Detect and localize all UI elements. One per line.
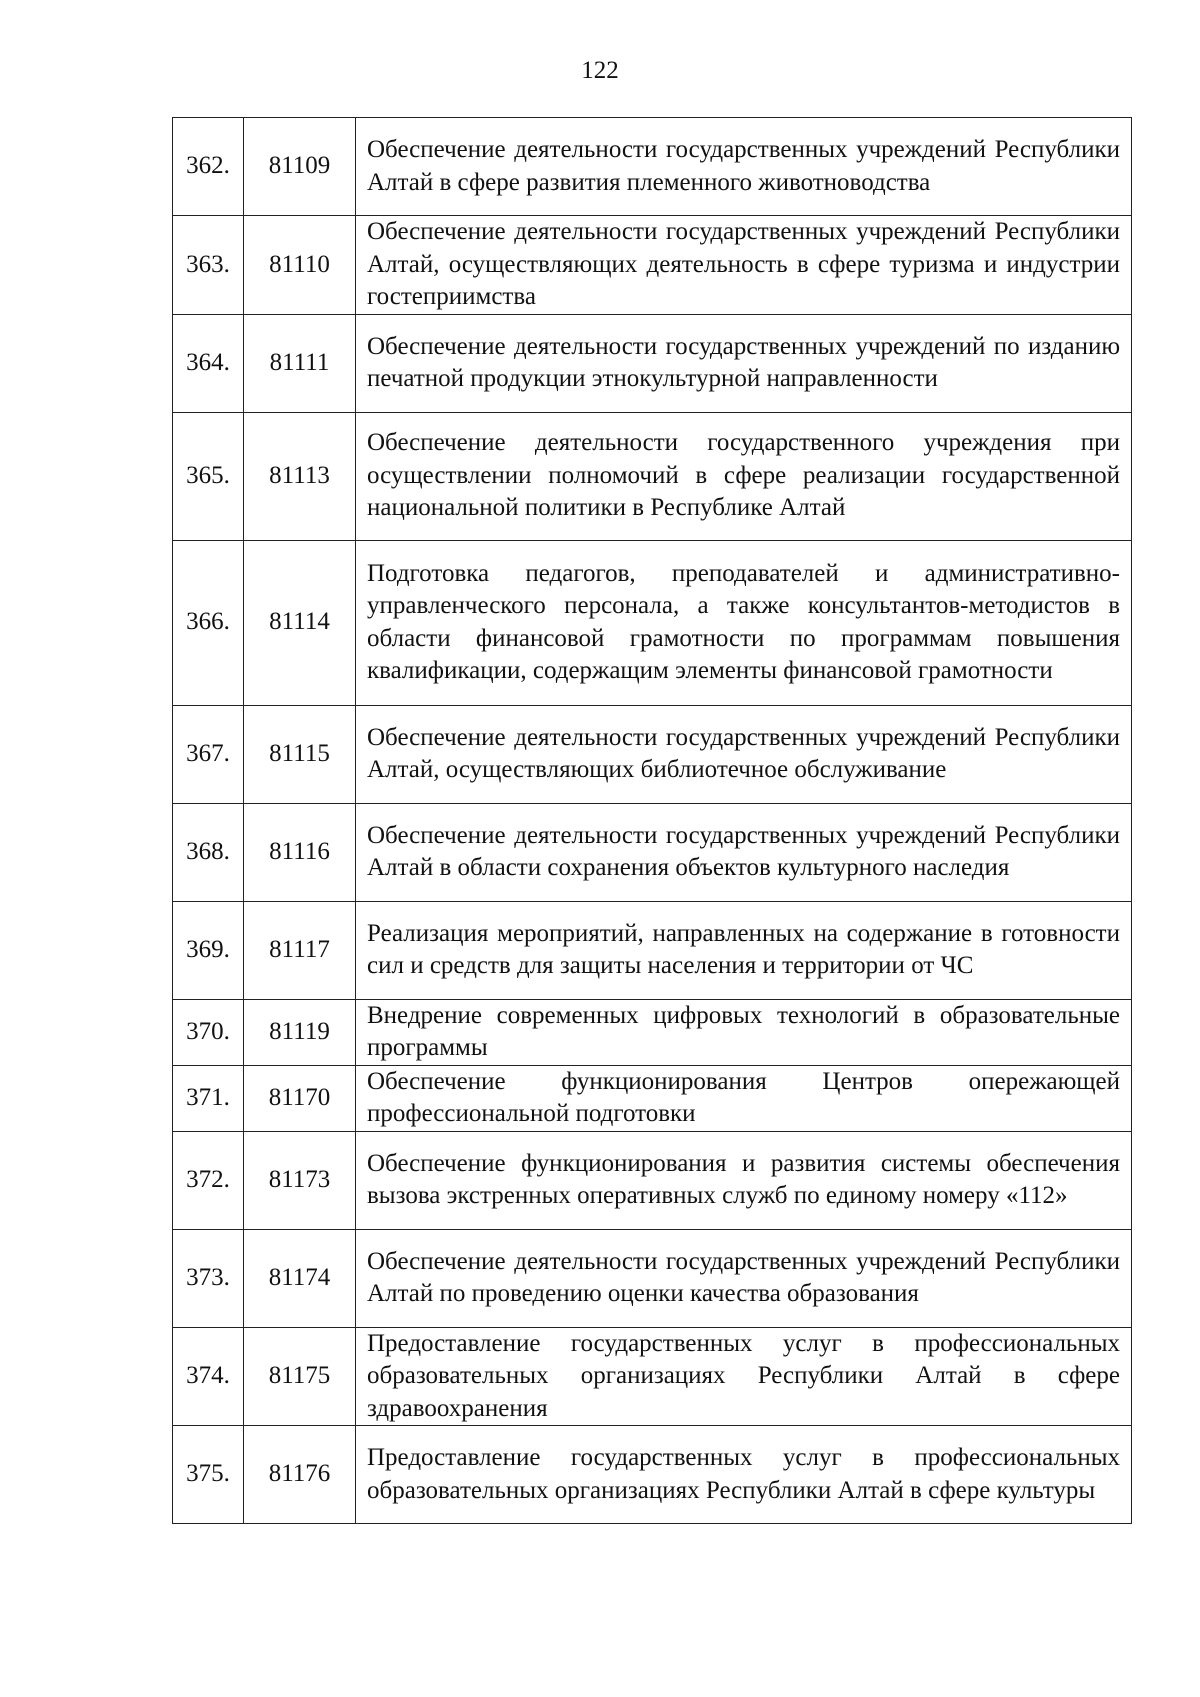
row-number: 367. (173, 705, 244, 803)
table-row (173, 999, 1132, 1065)
row-description: Подготовка педагогов, преподавателей и административно-управленческого персонала, а также консультантов-методистов в области финансовой грамотности по программам повышения квалификации, содержащим элементы финансовой грамотности (356, 540, 1132, 705)
row-code: 81114 (244, 540, 356, 705)
row-description: Предоставление государственных услуг в профессиональных образовательных организациях Республики Алтай в сфере здравоохранения (356, 1327, 1132, 1426)
row-description: Обеспечение деятельности государственного учреждения при осуществлении полномочий в сфере реализации государственной национальной политики в Республике Алтай (356, 412, 1132, 540)
page-number: 122 (581, 57, 619, 84)
table-row (173, 1229, 1132, 1327)
row-code: 81115 (244, 705, 356, 803)
row-code: 81116 (244, 803, 356, 901)
row-description: Обеспечение деятельности государственных учреждений Республики Алтай по проведению оценки качества образования (356, 1229, 1132, 1327)
row-code: 81109 (244, 118, 356, 216)
row-code: 81117 (244, 901, 356, 999)
row-number: 369. (173, 901, 244, 999)
row-number: 370. (173, 999, 244, 1065)
row-code: 81174 (244, 1229, 356, 1327)
row-description: Обеспечение деятельности государственных учреждений Республики Алтай, осуществляющих деятельность в сфере туризма и индустрии гостеприимства (356, 216, 1132, 315)
row-description: Обеспечение деятельности государственных учреждений Республики Алтай в сфере развития племенного животноводства (356, 118, 1132, 216)
table-row (173, 1426, 1132, 1524)
row-code: 81176 (244, 1426, 356, 1524)
row-code: 81110 (244, 216, 356, 315)
table-row (173, 118, 1132, 216)
row-description: Внедрение современных цифровых технологий в образовательные программы (356, 999, 1132, 1065)
table-row (173, 705, 1132, 803)
table-row (173, 1327, 1132, 1426)
row-description: Предоставление государственных услуг в профессиональных образовательных организациях Республики Алтай в сфере культуры (356, 1426, 1132, 1524)
row-description: Обеспечение функционирования и развития системы обеспечения вызова экстренных оперативных служб по единому номеру «112» (356, 1131, 1132, 1229)
row-number: 371. (173, 1065, 244, 1131)
row-code: 81119 (244, 999, 356, 1065)
table-row (173, 901, 1132, 999)
budget-code-table (172, 117, 1132, 1524)
row-code: 81113 (244, 412, 356, 540)
table-row (173, 1065, 1132, 1131)
row-number: 372. (173, 1131, 244, 1229)
row-number: 362. (173, 118, 244, 216)
table-row (173, 216, 1132, 315)
row-description: Обеспечение деятельности государственных учреждений Республики Алтай в области сохранения объектов культурного наследия (356, 803, 1132, 901)
row-code: 81111 (244, 314, 356, 412)
row-code: 81170 (244, 1065, 356, 1131)
table-row (173, 540, 1132, 705)
row-number: 375. (173, 1426, 244, 1524)
row-number: 373. (173, 1229, 244, 1327)
row-description: Обеспечение функционирования Центров опережающей профессиональной подготовки (356, 1065, 1132, 1131)
row-number: 374. (173, 1327, 244, 1426)
table-row (173, 803, 1132, 901)
row-number: 365. (173, 412, 244, 540)
row-number: 363. (173, 216, 244, 315)
table-row (173, 314, 1132, 412)
row-description: Реализация мероприятий, направленных на содержание в готовности сил и средств для защиты населения и территории от ЧС (356, 901, 1132, 999)
row-number: 366. (173, 540, 244, 705)
row-code: 81173 (244, 1131, 356, 1229)
table-row (173, 1131, 1132, 1229)
row-description: Обеспечение деятельности государственных учреждений Республики Алтай, осуществляющих библиотечное обслуживание (356, 705, 1132, 803)
row-number: 364. (173, 314, 244, 412)
row-number: 368. (173, 803, 244, 901)
table-row (173, 412, 1132, 540)
row-description: Обеспечение деятельности государственных учреждений по изданию печатной продукции этнокультурной направленности (356, 314, 1132, 412)
row-code: 81175 (244, 1327, 356, 1426)
